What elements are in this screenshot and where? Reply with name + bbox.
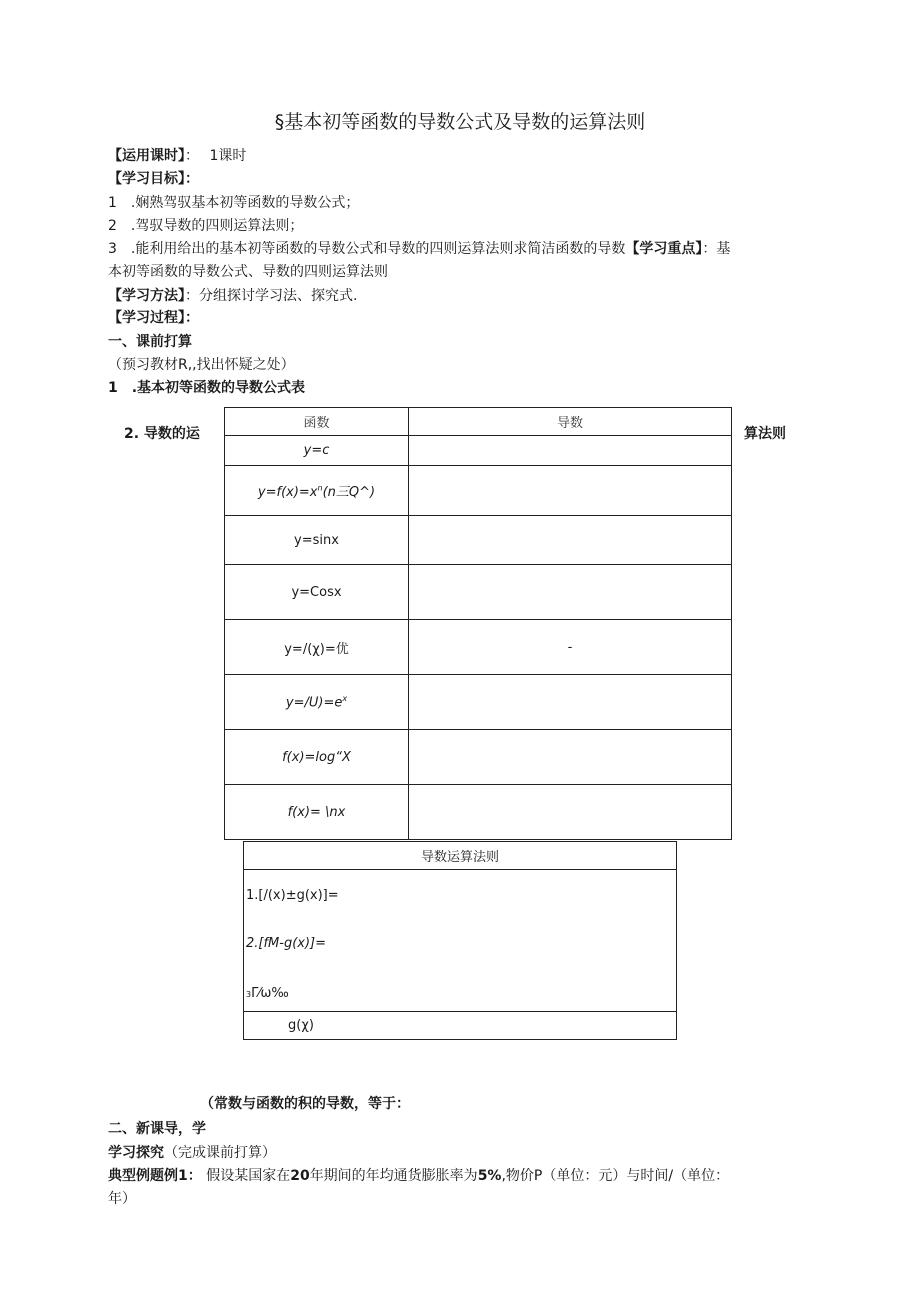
example-number: 20 [290, 1168, 310, 1184]
derivative-cell [409, 675, 732, 730]
rule-sum: 1.[/(x)±g(x)]= [246, 888, 339, 903]
method-sep: ： [185, 288, 199, 304]
hours-value: 1课时 [209, 148, 247, 164]
derivative-rules-table [243, 841, 677, 1040]
derivative-cell [409, 730, 732, 785]
table-header-row [225, 408, 732, 436]
example-text: /（单位： [668, 1168, 730, 1184]
table-row [225, 730, 732, 785]
function-cell [225, 466, 409, 516]
objective-1: 1 .娴熟驾驭基本初等函数的导数公式； [108, 195, 360, 211]
rule-quotient-index: 3 [246, 990, 252, 999]
function-cell: y=c [225, 436, 409, 466]
rule-quotient-numerator: Γ⁄ω‰ [251, 986, 289, 1001]
example-line [108, 1166, 729, 1186]
function-cell: y=Cosx [225, 565, 409, 620]
hours-sep: ： [185, 148, 199, 164]
derivative-cell [409, 516, 732, 565]
function-superscript: n [317, 483, 323, 493]
objectives-label: 【学习目标】： [108, 171, 199, 187]
derivative-formula-table [224, 407, 732, 840]
table-row [225, 436, 732, 466]
derivative-cell [409, 785, 732, 840]
explore-note: （完成课前打算） [164, 1145, 276, 1161]
derivative-cell: - [409, 620, 732, 675]
explore-label: 学习探究 [108, 1145, 164, 1161]
rules-body-row [244, 870, 677, 1012]
hours-label: 【运用课时】 [108, 148, 185, 164]
derivative-cell [409, 565, 732, 620]
method-value: 分组探讨学习法、探究式. [199, 288, 358, 304]
derivative-cell [409, 436, 732, 466]
section2-heading: 二、新课导，学 [108, 1121, 206, 1137]
header-function: 函数 [225, 408, 409, 436]
section1-note: （预习教材R,,找出怀疑之处） [108, 357, 295, 373]
key-points-sep: ： [702, 241, 717, 257]
function-cell: y=sinx [225, 516, 409, 565]
table-row [225, 466, 732, 516]
table-row [225, 516, 732, 565]
table-row [225, 565, 732, 620]
example-text: 年期间的年均通货膨胀率为 [309, 1168, 478, 1184]
objective-3-line [108, 239, 730, 259]
constant-rule: （常数与函数的积的导数，等于： [200, 1096, 410, 1112]
rules-header-row [244, 842, 677, 870]
explore-line [108, 1143, 276, 1163]
objective-2: 2 .驾驭导数的四则运算法则； [108, 218, 304, 234]
section1-item2-right: 算法则 [744, 426, 786, 442]
example-continuation: 年） [108, 1191, 136, 1207]
example-text: ,物价 [501, 1168, 534, 1184]
section1-item1: 1 .基本初等函数的导数公式表 [108, 380, 306, 396]
section1-heading: 一、课前打算 [108, 334, 192, 350]
function-text: y=f(x)=x [257, 485, 318, 500]
rules-denominator-row [244, 1012, 677, 1040]
rules-body [244, 870, 677, 1012]
function-cell [225, 675, 409, 730]
table-row [225, 620, 732, 675]
rule-quotient [246, 986, 289, 1001]
function-cell: y=/(χ)=优 [225, 620, 409, 675]
example-number: 5% [477, 1168, 502, 1184]
example-number: P [533, 1168, 543, 1184]
function-superscript: x [342, 693, 348, 703]
key-points-label: 【学习重点】 [625, 241, 703, 257]
derivative-cell [409, 466, 732, 516]
rule-quotient-denominator: g(χ) [244, 1012, 677, 1040]
section1-item2-left: 2. 导数的运 [124, 426, 200, 442]
hours-line [108, 146, 246, 166]
example-text: 假设某国家在 [206, 1168, 291, 1184]
function-cell: f(x)=log“X [225, 730, 409, 785]
key-points-value: 本初等函数的导数公式、导数的四则运算法则 [108, 264, 388, 280]
header-derivative: 导数 [409, 408, 732, 436]
page-title: §基本初等函数的导数公式及导数的运算法则 [274, 111, 646, 133]
example-label: 典型例题例1： [108, 1168, 202, 1184]
method-line [108, 286, 357, 306]
table-row [225, 785, 732, 840]
rule-product: 2.[fM-g(x)]= [246, 936, 327, 951]
key-points-value-start: 基 [716, 241, 731, 257]
example-text: （单位：元）与时间 [542, 1168, 669, 1184]
table-row [225, 675, 732, 730]
objective-3: 3 .能利用给出的基本初等函数的导数公式和导数的四则运算法则求简洁函数的导数 [108, 241, 626, 257]
process-label: 【学习过程】： [108, 310, 199, 326]
method-label: 【学习方法】 [108, 288, 185, 304]
rules-header: 导数运算法则 [244, 842, 677, 870]
function-text: y=/U)=e [285, 695, 343, 711]
function-cell: f(x)= \nx [225, 785, 409, 840]
function-tail: (n三Q^) [322, 485, 376, 500]
